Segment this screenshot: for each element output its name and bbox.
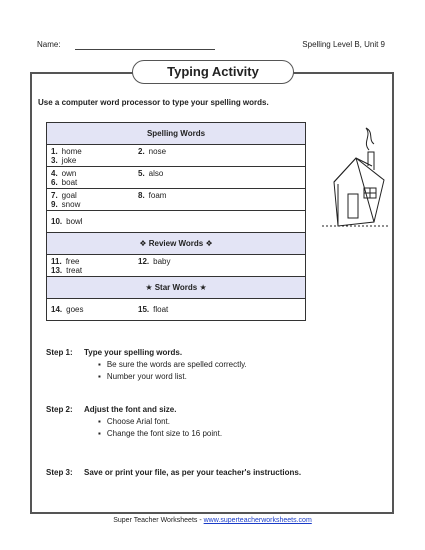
step-1 — [46, 348, 247, 381]
house-illustration — [312, 122, 392, 232]
word-text: bowl — [66, 217, 83, 226]
word-text: boat — [61, 177, 78, 187]
word-item — [51, 156, 138, 165]
step-2 — [46, 405, 222, 438]
star-words-heading: ★ Star Words ★ — [47, 277, 306, 299]
footer-link[interactable]: www.superteacherworksheets.com — [203, 517, 312, 524]
word-number: 14. — [51, 305, 63, 314]
review-words-heading: ❖ Review Words ❖ — [47, 233, 306, 255]
step-bullet: ▪ Choose Arial font. — [98, 417, 222, 426]
word-item — [138, 257, 225, 266]
word-text: free — [65, 256, 80, 266]
word-item — [51, 217, 138, 226]
word-number: 4. — [51, 168, 58, 178]
word-text: also — [148, 168, 164, 178]
word-row — [47, 145, 306, 167]
word-item — [51, 266, 138, 275]
word-row — [47, 299, 306, 321]
level-label: Spelling Level B, Unit 9 — [302, 40, 385, 49]
spelling-words-heading: Spelling Words — [47, 123, 306, 145]
word-number: 10. — [51, 217, 63, 226]
word-row — [47, 189, 306, 211]
word-item — [51, 200, 138, 209]
word-number: 13. — [51, 265, 63, 275]
step-text: Adjust the font and size. — [84, 405, 177, 414]
word-item — [51, 169, 138, 178]
name-line — [75, 49, 215, 50]
step-label: Step 2: — [46, 405, 73, 414]
word-number: 3. — [51, 155, 58, 165]
word-item — [51, 178, 138, 187]
step-3 — [46, 468, 301, 477]
step-label: Step 3: — [46, 468, 73, 477]
word-item — [138, 305, 225, 314]
word-item — [138, 169, 225, 178]
step-text: Save or print your file, as per your teacher's instructions. — [84, 468, 302, 477]
word-text: home — [61, 146, 82, 156]
word-number: 5. — [138, 168, 145, 178]
word-number: 2. — [138, 146, 145, 156]
word-text: float — [153, 305, 169, 314]
word-number: 11. — [51, 256, 62, 266]
word-item — [138, 191, 225, 200]
word-text: own — [61, 168, 77, 178]
word-text: nose — [148, 146, 167, 156]
word-text: snow — [61, 199, 81, 209]
word-number: 8. — [138, 190, 145, 200]
word-text: baby — [153, 256, 171, 266]
word-item — [51, 257, 138, 266]
step-bullet: ▪ Be sure the words are spelled correctly. — [98, 360, 247, 369]
word-text: goes — [66, 305, 84, 314]
word-row — [47, 255, 306, 277]
spelling-table — [46, 122, 306, 321]
word-row — [47, 167, 306, 189]
page-title: Typing Activity — [132, 60, 294, 84]
word-item — [51, 191, 138, 200]
step-text: Type your spelling words. — [84, 348, 183, 357]
word-item — [51, 305, 138, 314]
word-number: 6. — [51, 177, 58, 187]
word-row — [47, 211, 306, 233]
word-item — [51, 147, 138, 156]
word-number: 7. — [51, 190, 58, 200]
name-label: Name: — [37, 40, 61, 49]
word-number: 9. — [51, 199, 58, 209]
word-number: 12. — [138, 256, 150, 266]
step-label: Step 1: — [46, 348, 73, 357]
word-item — [138, 147, 225, 156]
word-text: foam — [148, 190, 167, 200]
step-bullet: ▪ Change the font size to 16 point. — [98, 429, 222, 438]
word-number: 1. — [51, 146, 58, 156]
word-text: treat — [66, 265, 83, 275]
word-text: joke — [61, 155, 77, 165]
instruction-text: Use a computer word processor to type your spelling words. — [38, 98, 269, 107]
step-bullet: ▪ Number your word list. — [98, 372, 247, 381]
footer-text: Super Teacher Worksheets - — [113, 517, 204, 524]
word-text: goal — [61, 190, 77, 200]
footer — [0, 517, 425, 524]
word-number: 15. — [138, 305, 150, 314]
